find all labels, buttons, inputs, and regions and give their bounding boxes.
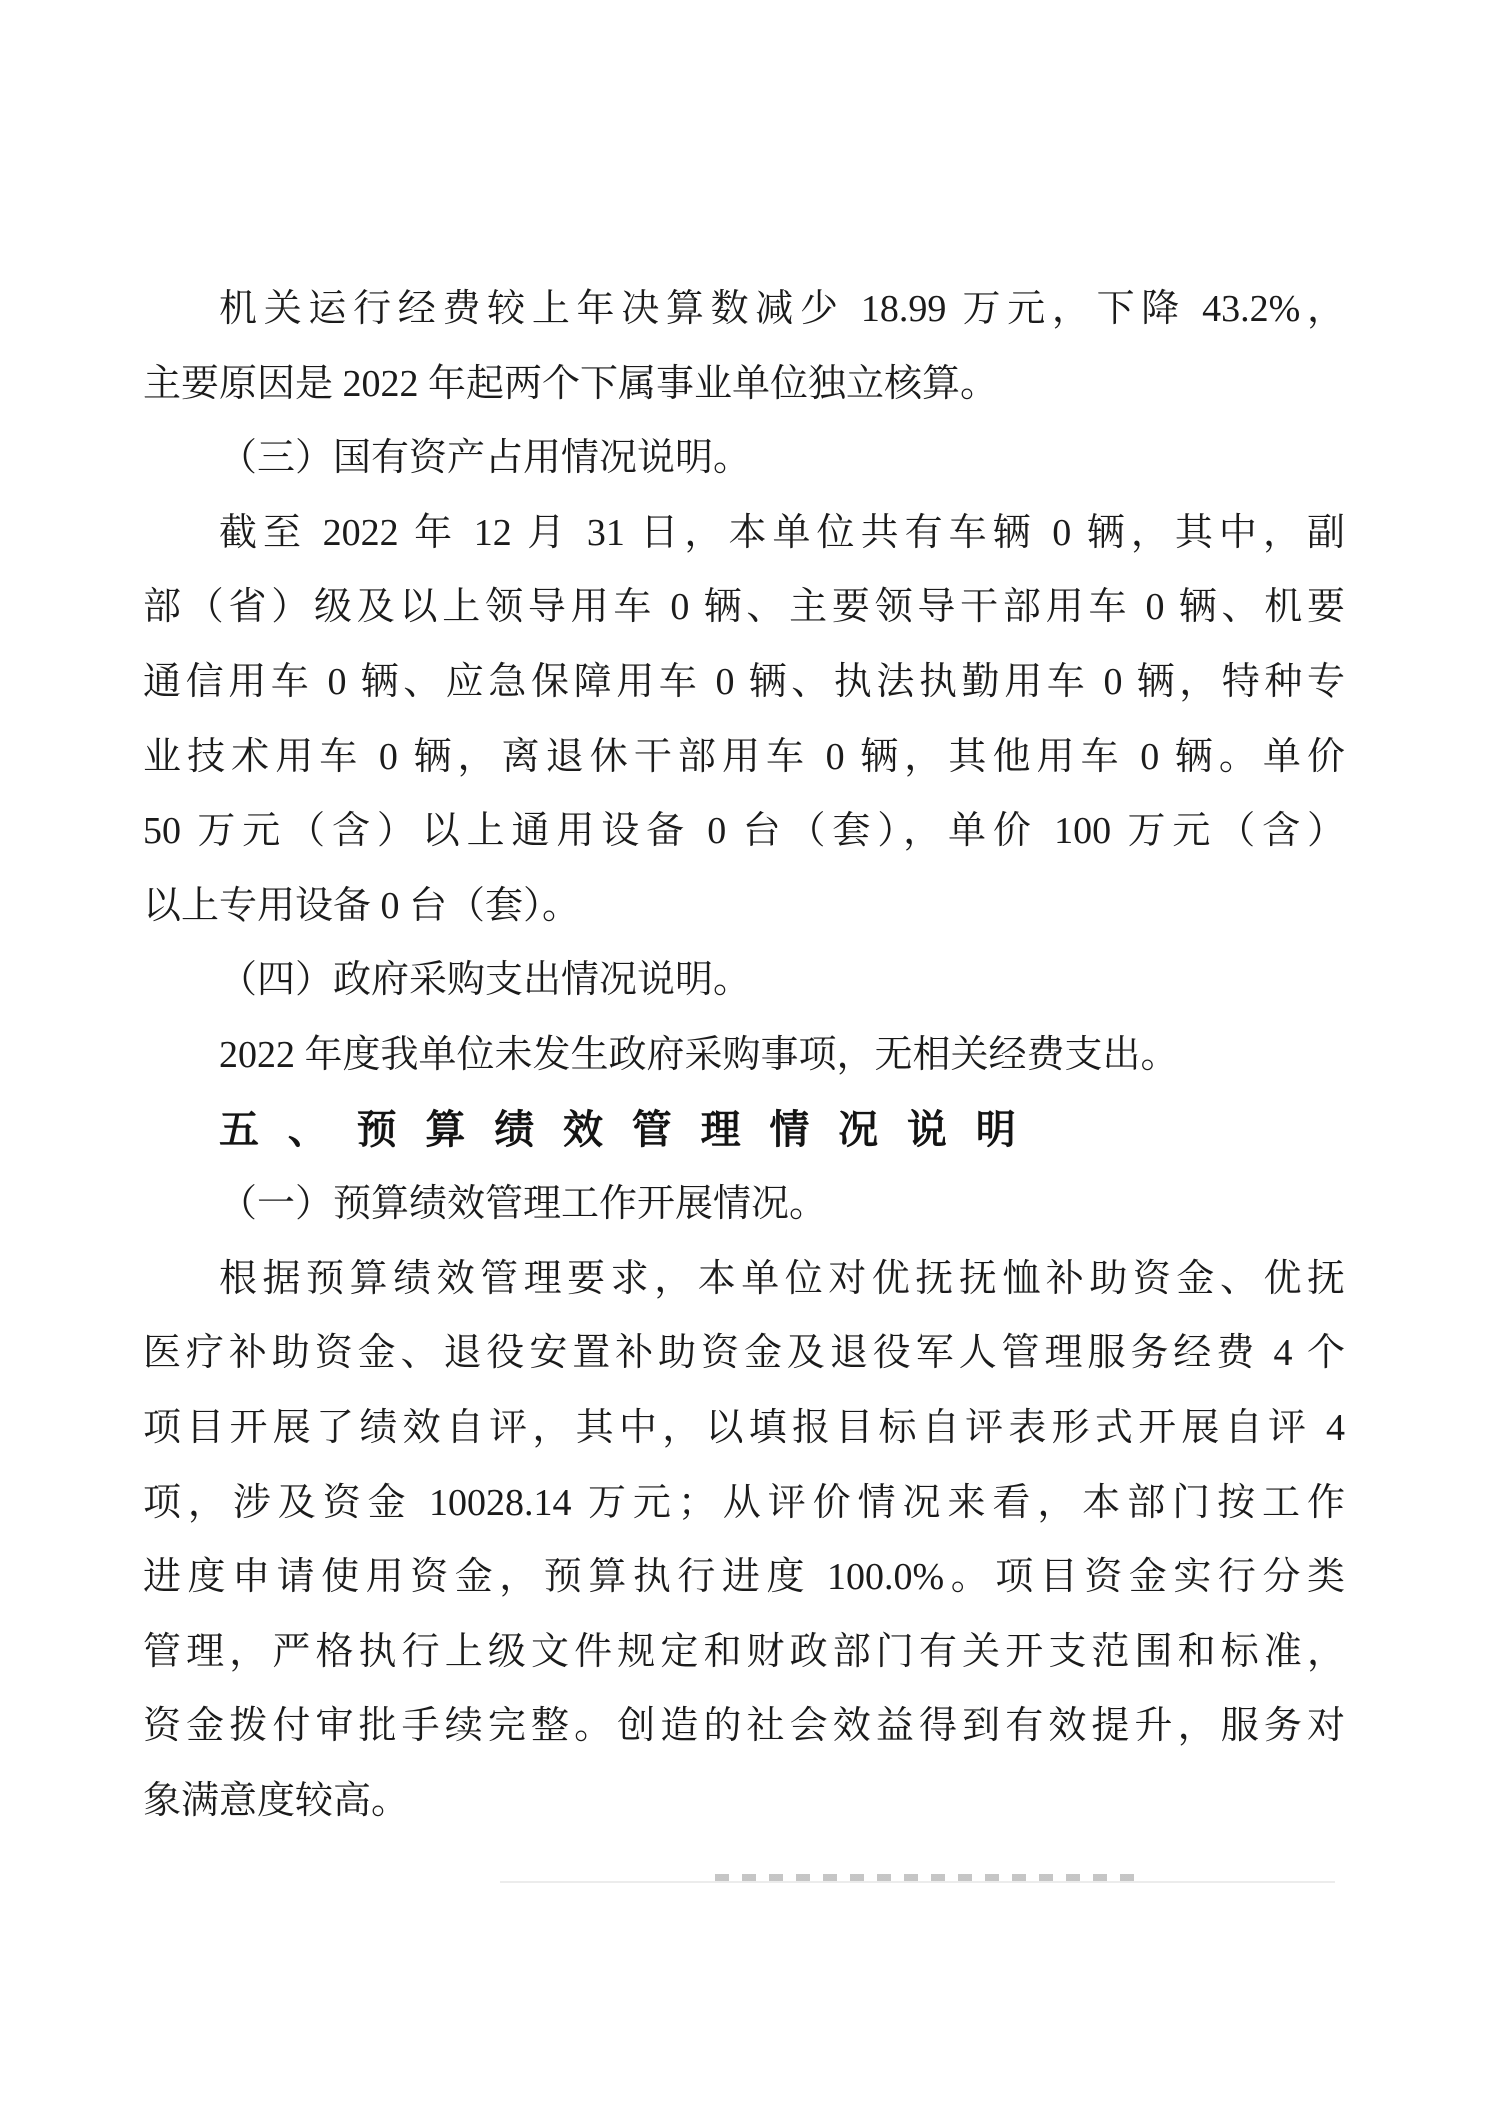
text-line: 业技术用车 0 辆，离退休干部用车 0 辆，其他用车 0 辆。单价 — [143, 735, 1345, 778]
text-line: 根据预算绩效管理要求，本单位对优抚抚恤补助资金、优抚 — [219, 1257, 1345, 1300]
text-line: 项目开展了绩效自评，其中，以填报目标自评表形式开展自评 4 — [143, 1406, 1345, 1449]
text-line: 医疗补助资金、退役安置补助资金及退役军人管理服务经费 4 个 — [143, 1332, 1345, 1375]
scan-artifact-line — [500, 1881, 1335, 1883]
text-line: 以上专用设备 0 台（套）。 — [143, 884, 581, 927]
subsection-heading: （三）国有资产占用情况说明。 — [219, 437, 752, 480]
text-line: 资金拨付审批手续完整。创造的社会效益得到有效提升，服务对 — [143, 1705, 1345, 1748]
text-line: 进度申请使用资金，预算执行进度 100.0%。项目资金实行分类 — [143, 1556, 1345, 1599]
text-line: 50 万元（含）以上通用设备 0 台（套），单价 100 万元（含） — [143, 810, 1345, 853]
text-line: 项，涉及资金 10028.14 万元；从评价情况来看，本部门按工作 — [143, 1481, 1345, 1524]
scan-artifact-smudge — [715, 1874, 1140, 1881]
text-line: 截至 2022 年 12 月 31 日，本单位共有车辆 0 辆，其中，副 — [219, 511, 1345, 554]
text-line: 通信用车 0 辆、应急保障用车 0 辆、执法执勤用车 0 辆，特种专 — [143, 660, 1345, 703]
text-line: 管理，严格执行上级文件规定和财政部门有关开支范围和标准， — [143, 1630, 1345, 1673]
text-line: 部（省）级及以上领导用车 0 辆、主要领导干部用车 0 辆、机要 — [143, 586, 1345, 629]
section-heading: 五、预算绩效管理情况说明 — [219, 1107, 1045, 1152]
subsection-heading: （四）政府采购支出情况说明。 — [219, 959, 752, 1002]
subsection-heading: （一）预算绩效管理工作开展情况。 — [219, 1183, 828, 1226]
text-line: 机关运行经费较上年决算数减少 18.99 万元，下降 43.2%， — [219, 288, 1345, 330]
text-line: 象满意度较高。 — [143, 1779, 410, 1822]
document-text-block — [143, 272, 1345, 1838]
text-line: 主要原因是 2022 年起两个下属事业单位独立核算。 — [143, 362, 999, 405]
text-line: 2022 年度我单位未发生政府采购事项，无相关经费支出。 — [219, 1033, 1179, 1076]
